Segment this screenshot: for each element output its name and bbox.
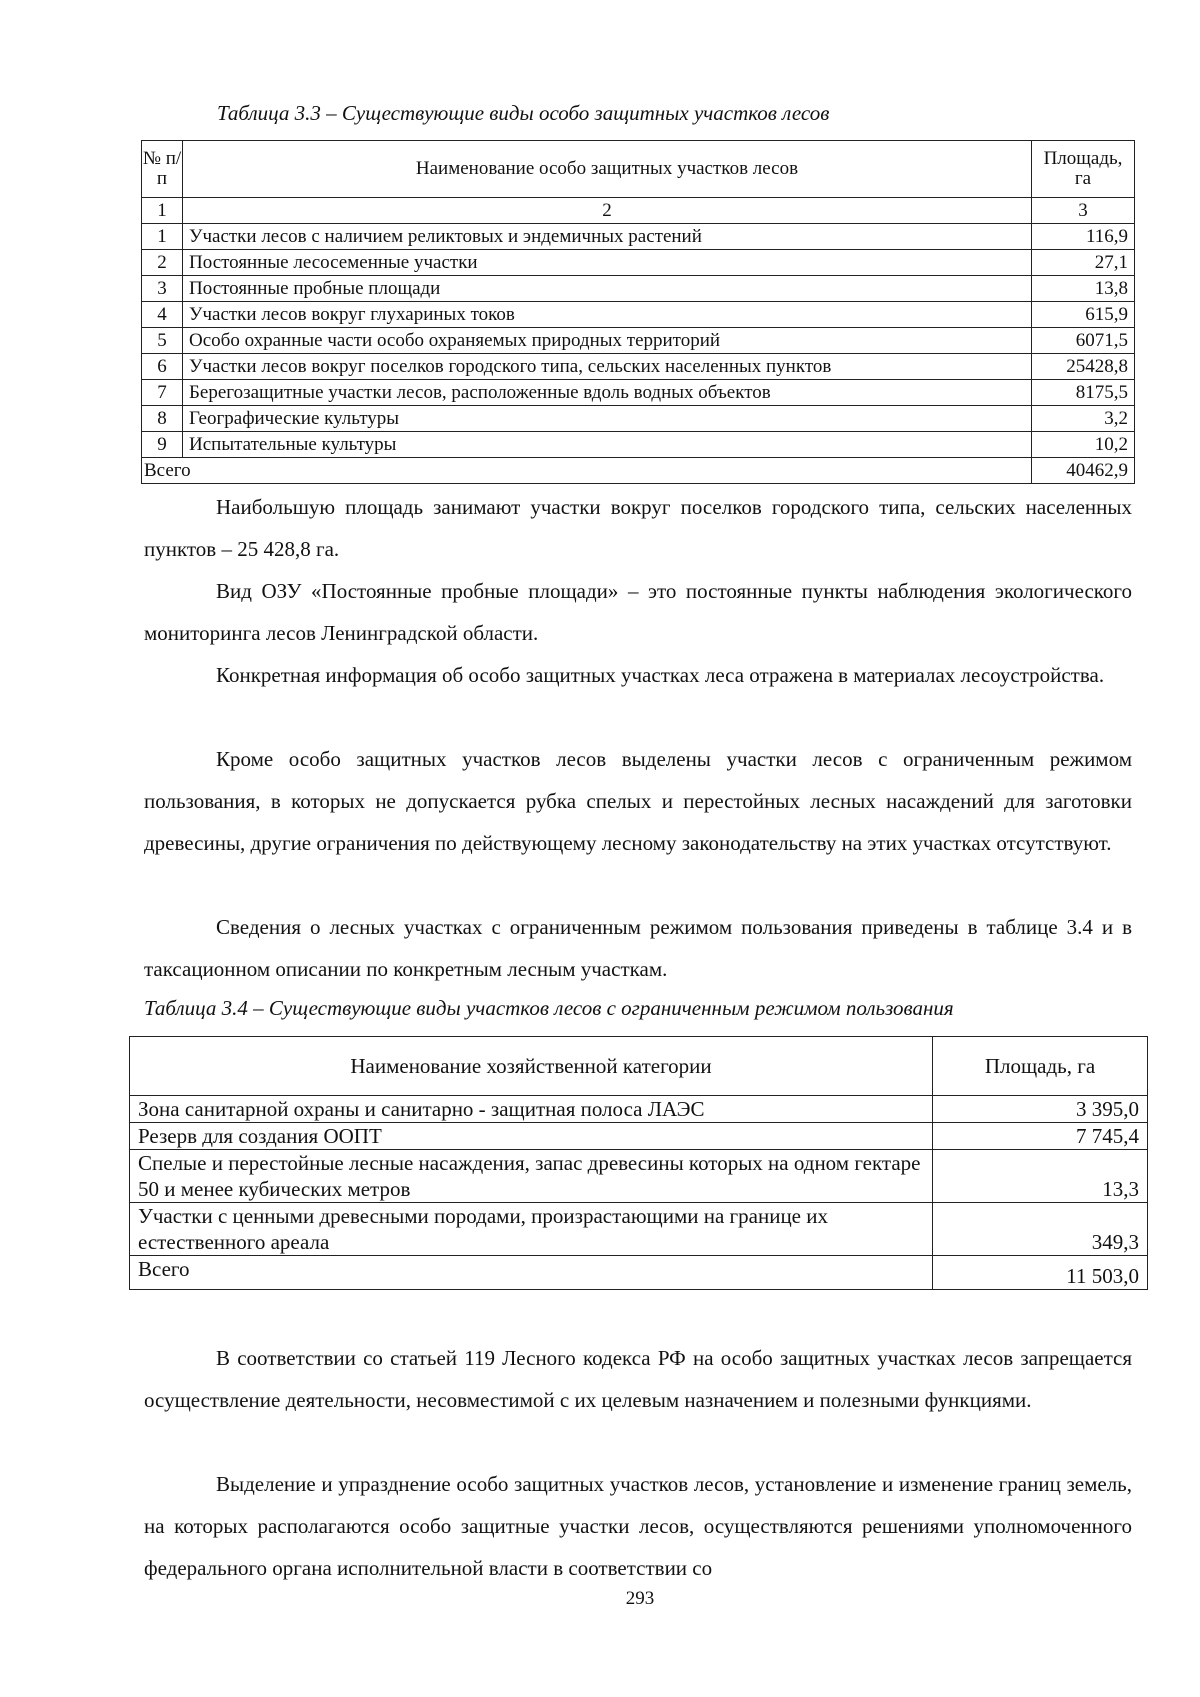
table-row xyxy=(142,276,1135,302)
col-area-header: Площадь, га xyxy=(933,1037,1148,1096)
total-label: Всего xyxy=(142,458,1032,484)
table-header-row xyxy=(142,141,1135,198)
row-name: Испытательные культуры xyxy=(183,432,1032,458)
row-name: Участки с ценными древесными породами, произрастающими на границе их естественного ареала xyxy=(130,1203,933,1256)
row-name: Спелые и перестойные лесные насаждения, запас древесины которых на одном гектаре 50 и менее кубических метров xyxy=(130,1150,933,1203)
page-number: 293 xyxy=(625,1588,655,1609)
row-name: Постоянные пробные площади xyxy=(183,276,1032,302)
row-area: 6071,5 xyxy=(1032,328,1135,354)
paragraph: Сведения о лесных участках с ограниченным режимом пользования приведены в таблице 3.4 и в таксационном описании по конкретным лесным участкам. xyxy=(144,915,1132,981)
table-3-3 xyxy=(141,140,1135,484)
row-num: 5 xyxy=(142,328,183,354)
col-num-header: № п/п xyxy=(142,141,183,198)
table-total-row xyxy=(130,1256,1148,1290)
row-area: 13,3 xyxy=(933,1150,1148,1203)
row-name: Географические культуры xyxy=(183,406,1032,432)
table-row xyxy=(142,406,1135,432)
table-row xyxy=(142,224,1135,250)
row-area: 116,9 xyxy=(1032,224,1135,250)
paragraph: Кроме особо защитных участков лесов выделены участки лесов с ограниченным режимом пользования, в которых не допускается рубка спелых и перестойных лесных насаждений для заготовки древесины, другие ограничения по действующему лесному законодательству на этих участках отсутствуют. xyxy=(144,747,1132,855)
row-name: Резерв для создания ООПТ xyxy=(130,1123,933,1150)
table-row xyxy=(142,432,1135,458)
row-name: Участки лесов с наличием реликтовых и эндемичных растений xyxy=(183,224,1032,250)
row-num: 6 xyxy=(142,354,183,380)
table-row xyxy=(142,354,1135,380)
row-num: 1 xyxy=(142,224,183,250)
row-area: 8175,5 xyxy=(1032,380,1135,406)
row-area: 27,1 xyxy=(1032,250,1135,276)
row-num: 8 xyxy=(142,406,183,432)
table-header-row xyxy=(130,1037,1148,1096)
row-num: 4 xyxy=(142,302,183,328)
col-number: 1 xyxy=(142,198,183,224)
table-3-4 xyxy=(129,1036,1148,1290)
row-num: 3 xyxy=(142,276,183,302)
paragraph: Вид ОЗУ «Постоянные пробные площади» – это постоянные пункты наблюдения экологического мониторинга лесов Ленинградской области. xyxy=(144,579,1132,645)
row-name: Зона санитарной охраны и санитарно - защитная полоса ЛАЭС xyxy=(130,1096,933,1123)
row-area: 13,8 xyxy=(1032,276,1135,302)
row-area: 25428,8 xyxy=(1032,354,1135,380)
table-row xyxy=(142,250,1135,276)
col-name-header: Наименование особо защитных участков лесов xyxy=(183,141,1032,198)
table-row xyxy=(130,1150,1148,1203)
total-value: 40462,9 xyxy=(1032,458,1135,484)
table-row xyxy=(142,380,1135,406)
table-row xyxy=(130,1203,1148,1256)
col-area-header: Площадь, га xyxy=(1032,141,1135,198)
paragraph: В соответствии со статьей 119 Лесного кодекса РФ на особо защитных участках лесов запрещается осуществление деятельности, несовместимой с их целевым назначением и полезными функциями. xyxy=(144,1346,1132,1412)
table-row xyxy=(142,328,1135,354)
row-area: 349,3 xyxy=(933,1203,1148,1256)
column-number-row xyxy=(142,198,1135,224)
table-row xyxy=(130,1123,1148,1150)
row-area: 10,2 xyxy=(1032,432,1135,458)
row-name: Постоянные лесосеменные участки xyxy=(183,250,1032,276)
row-area: 3,2 xyxy=(1032,406,1135,432)
table-3-4-caption: Таблица 3.4 – Существующие виды участков лесов с ограниченным режимом пользования xyxy=(144,996,954,1020)
paragraph: Выделение и упразднение особо защитных участков лесов, установление и изменение границ земель, на которых располагаются особо защитные участки лесов, осуществляются решениями уполномоченного федерального органа исполнительной власти в соответствии со xyxy=(144,1472,1132,1580)
table-row xyxy=(130,1096,1148,1123)
row-area: 7 745,4 xyxy=(933,1123,1148,1150)
col-name-header: Наименование хозяйственной категории xyxy=(130,1037,933,1096)
total-value: 11 503,0 xyxy=(933,1256,1148,1290)
table-total-row xyxy=(142,458,1135,484)
row-name: Берегозащитные участки лесов, расположенные вдоль водных объектов xyxy=(183,380,1032,406)
table-row xyxy=(142,302,1135,328)
paragraph: Конкретная информация об особо защитных участках леса отражена в материалах лесоустройства. xyxy=(216,663,1105,687)
row-num: 2 xyxy=(142,250,183,276)
col-number: 3 xyxy=(1032,198,1135,224)
row-num: 7 xyxy=(142,380,183,406)
paragraph: Наибольшую площадь занимают участки вокруг поселков городского типа, сельских населенных пунктов – 25 428,8 га. xyxy=(144,495,1132,561)
row-name: Особо охранные части особо охраняемых природных территорий xyxy=(183,328,1032,354)
row-area: 615,9 xyxy=(1032,302,1135,328)
row-num: 9 xyxy=(142,432,183,458)
col-number: 2 xyxy=(183,198,1032,224)
row-name: Участки лесов вокруг глухариных токов xyxy=(183,302,1032,328)
table-3-3-caption: Таблица 3.3 – Существующие виды особо защитных участков лесов xyxy=(217,101,830,125)
total-label: Всего xyxy=(130,1256,933,1290)
row-area: 3 395,0 xyxy=(933,1096,1148,1123)
row-name: Участки лесов вокруг поселков городского типа, сельских населенных пунктов xyxy=(183,354,1032,380)
